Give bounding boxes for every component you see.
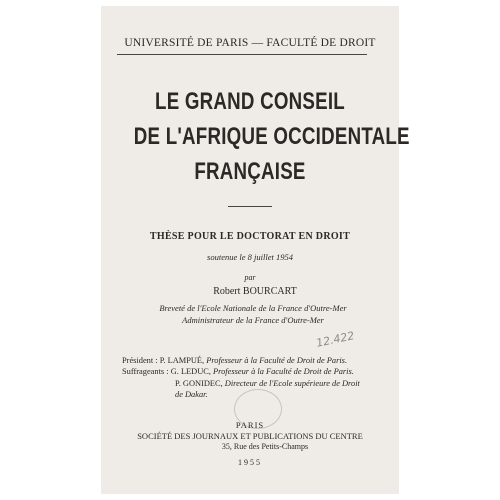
thesis-type: THÈSE POUR LE DOCTORAT EN DROIT — [149, 231, 351, 242]
title-page — [101, 6, 410, 494]
author-name: Robert BOURCART — [213, 286, 297, 297]
title-line-2: DE L'AFRIQUE OCCIDENTALE — [133, 123, 410, 150]
author-credential-1: Breveté de l'Ecole Nationale de la France d'Outre-Mer — [159, 303, 347, 313]
publisher-city: PARIS — [235, 420, 265, 430]
by-label: par — [244, 273, 256, 282]
president-name: P. LAMPUÉ, — [159, 356, 207, 365]
jury-member-1 — [122, 366, 392, 377]
title-rule — [228, 206, 272, 207]
publisher-name: SOCIÉTÉ DES JOURNAUX ET PUBLICATIONS DU CENTRE — [137, 431, 363, 441]
header-rule — [117, 54, 367, 55]
title-line-1: LE GRAND CONSEIL — [155, 88, 345, 115]
president-title: Professeur à la Faculté de Droit de Paris. — [206, 356, 348, 365]
member-2-title-cont: de Dakar. — [175, 389, 208, 399]
book-title — [101, 84, 410, 189]
title-line-3: FRANÇAISE — [194, 158, 306, 185]
suffragants-role: Suffrageants : — [122, 367, 171, 377]
member-2-name: P. GONIDEC, — [175, 378, 225, 388]
handwritten-number: 12.422 — [315, 329, 356, 350]
author-credential-2: Administrateur de la France d'Outre-Mer — [182, 315, 324, 325]
institution-header: UNIVERSITÉ DE PARIS — FACULTÉ DE DROIT — [124, 37, 376, 49]
member-1-name: G. LEDUC, — [170, 367, 214, 377]
president-role: Président : — [122, 356, 160, 365]
jury-member-2 — [122, 378, 392, 389]
publication-year: 1955 — [238, 458, 262, 467]
defense-date: soutenue le 8 juillet 1954 — [207, 252, 293, 262]
member-2-title: Directeur de l'Ecole supérieure de Droit — [224, 378, 360, 388]
member-1-title: Professeur à la Faculté de Droit de Paris. — [213, 367, 354, 377]
jury-president — [122, 355, 392, 366]
publisher-address: 35, Rue des Petits-Champs — [221, 442, 309, 451]
